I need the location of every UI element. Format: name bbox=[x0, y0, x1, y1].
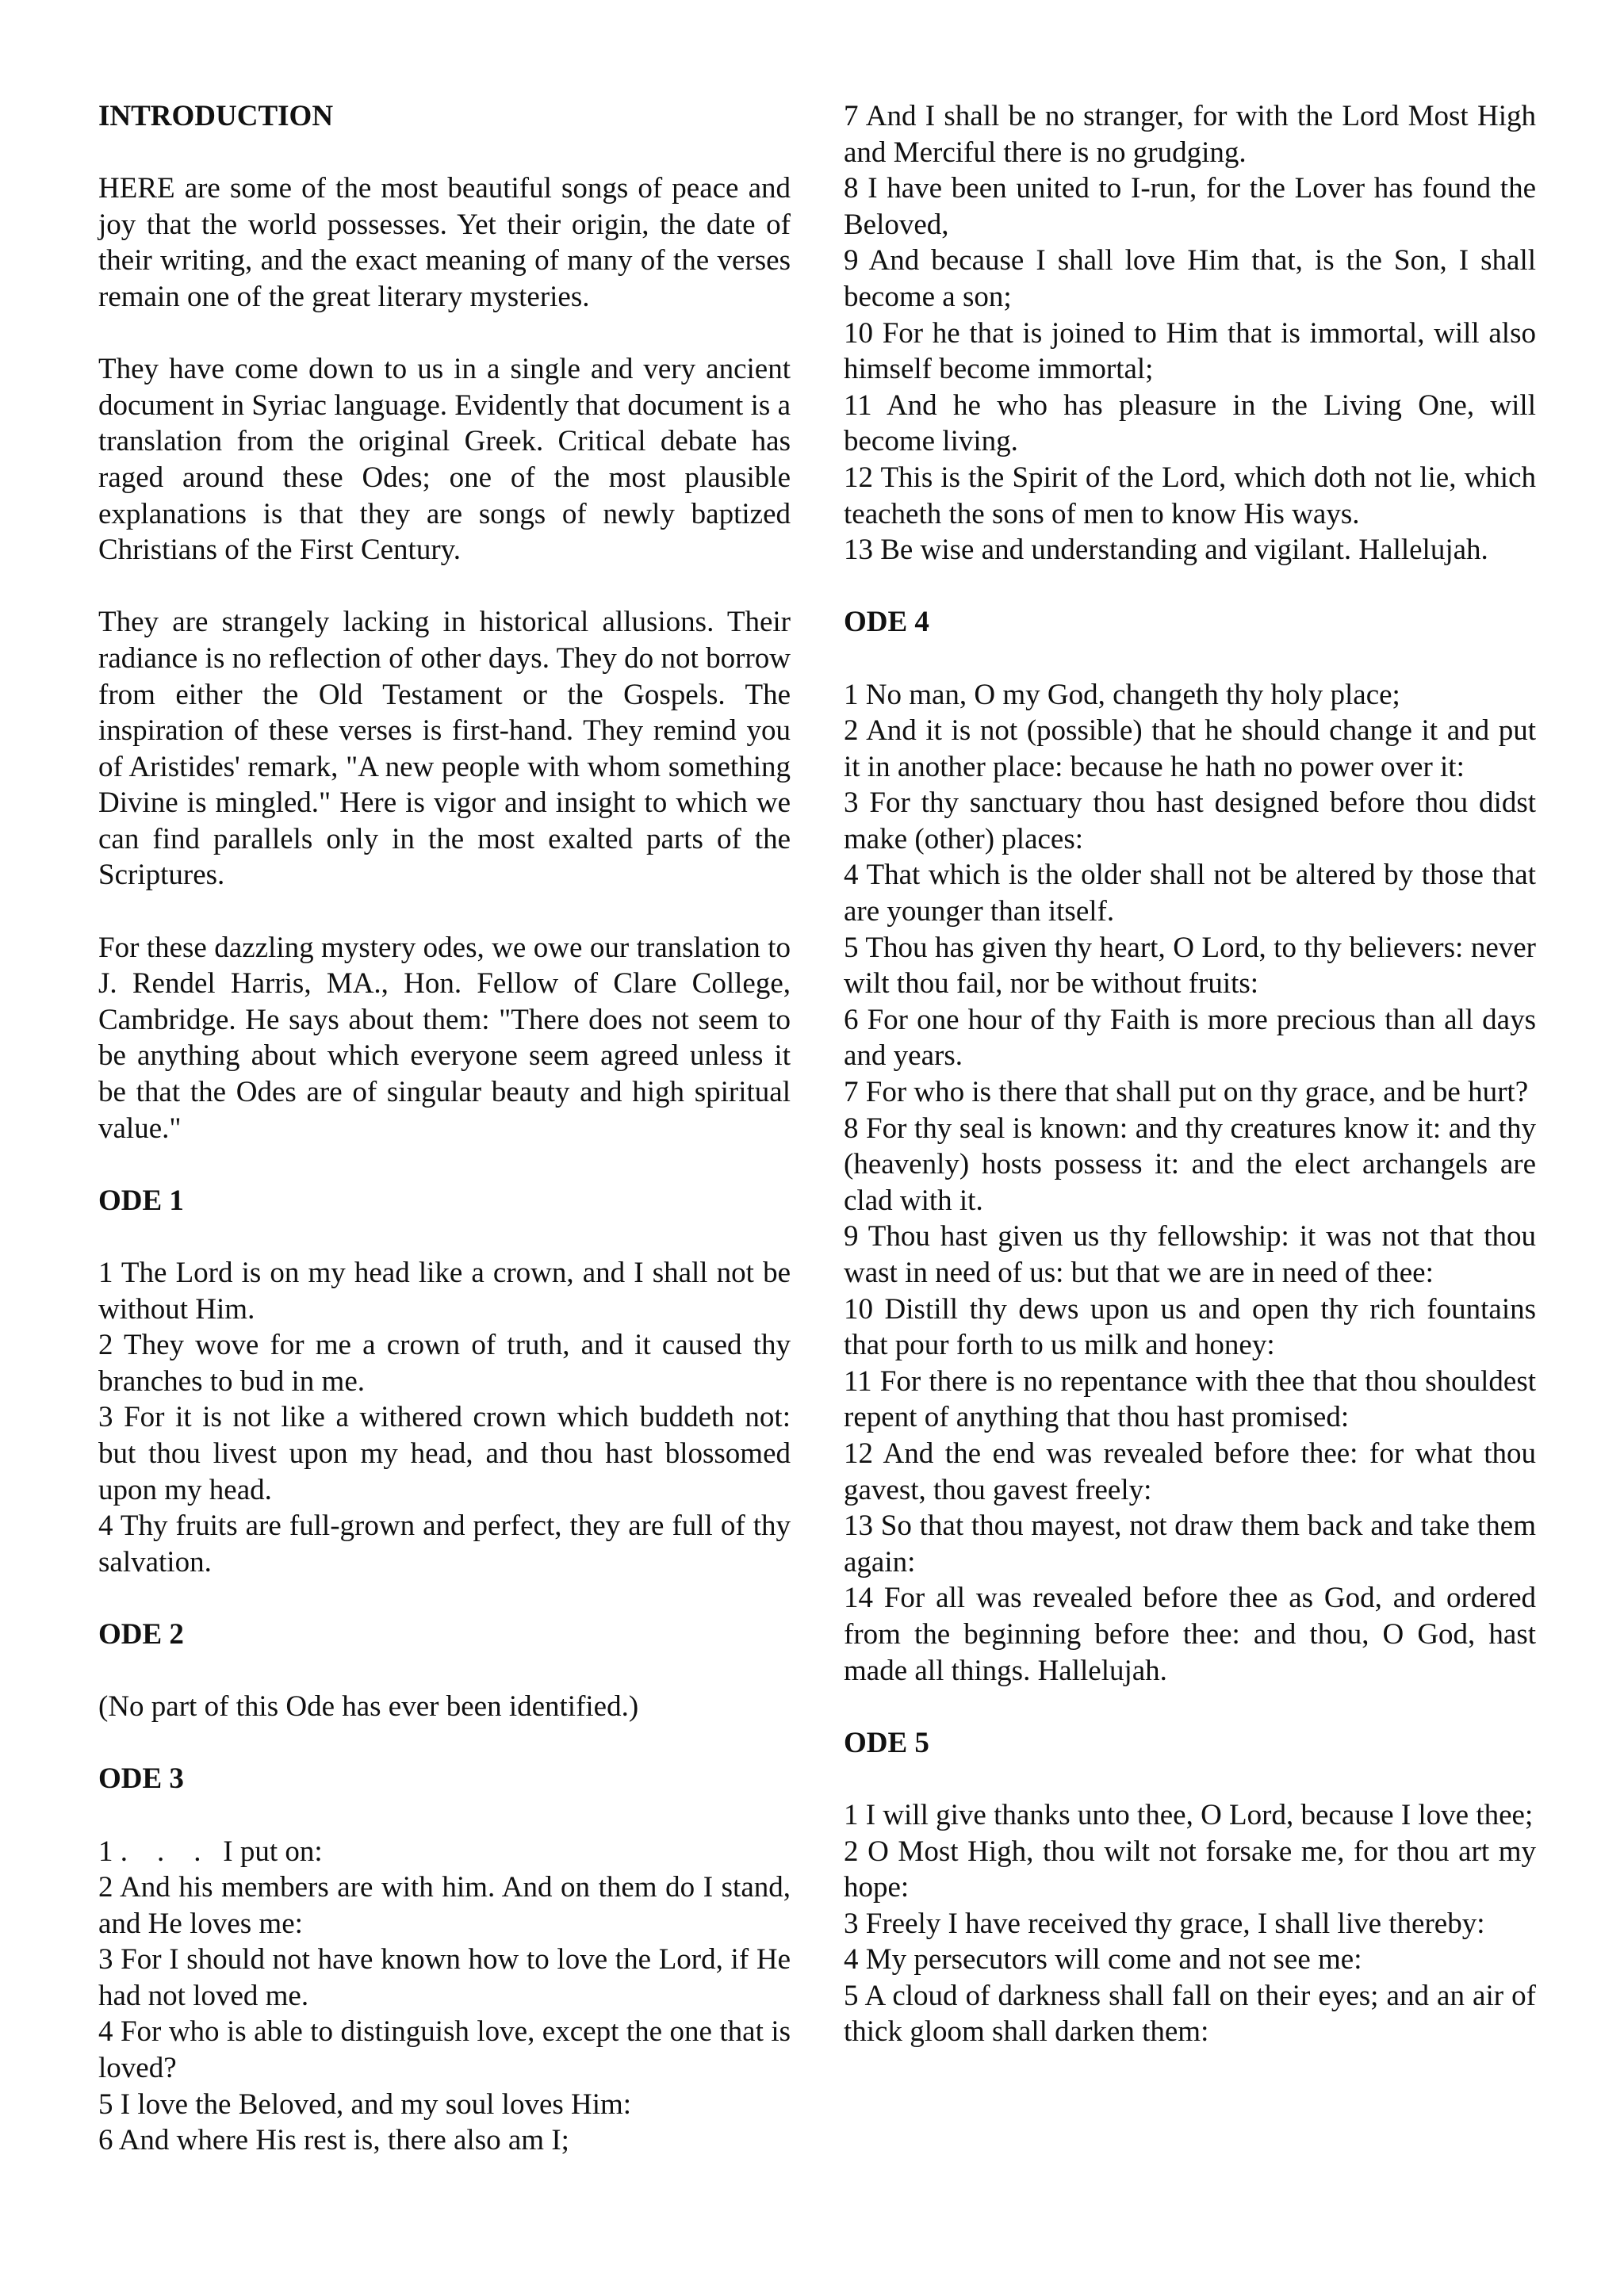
ode-4-verse: 2 And it is not (possible) that he should change it and put it in another place: because he hath no power over it: bbox=[844, 714, 1536, 783]
ode-4-verse: 8 For thy seal is known: and thy creatures know it: and thy (heavenly) hosts possess it: and the elect archangels are clad with it. bbox=[844, 1112, 1536, 1217]
ode-4-verse: 10 Distill thy dews upon us and open thy rich fountains that pour forth to us milk and honey: bbox=[844, 1292, 1536, 1362]
intro-paragraph-1: HERE are some of the most beautiful songs of peace and joy that the world possesses. Yet their origin, the date of their writing, and the exact meaning of many of the verses remain one of the great literary mysteries. bbox=[98, 172, 791, 313]
ode-3-verse: 13 Be wise and understanding and vigilant. Hallelujah. bbox=[844, 534, 1488, 567]
ode-5-verse: 5 A cloud of darkness shall fall on their eyes; and an air of thick gloom shall darken them: bbox=[844, 1979, 1536, 2049]
ode-1-verse: 2 They wove for me a crown of truth, and it caused thy branches to bud in me. bbox=[98, 1329, 791, 1398]
ode-1-verse: 4 Thy fruits are full-grown and perfect, they are full of thy salvation. bbox=[98, 1510, 791, 1578]
ode-4-verse: 6 For one hour of thy Faith is more precious than all days and years. bbox=[844, 1003, 1536, 1073]
ode-3-verse: 2 And his members are with him. And on them do I stand, and He loves me: bbox=[98, 1871, 791, 1940]
ode-5-verse: 4 My persecutors will come and not see me: bbox=[844, 1943, 1362, 1976]
ode-3-verse: 10 For he that is joined to Him that is immortal, will also himself become immortal; bbox=[844, 316, 1536, 386]
ode-4-verse: 12 And the end was revealed before thee: for what thou gavest, thou gavest freely: bbox=[844, 1437, 1536, 1506]
ode-3-verse: 5 I love the Beloved, and my soul loves Him: bbox=[98, 2087, 632, 2121]
ode-1-heading: ODE 1 bbox=[98, 1184, 184, 1217]
ode-3-verse: 1 . . . I put on: bbox=[98, 1835, 323, 1868]
left-column bbox=[98, 98, 791, 2159]
ode-3-verse: 3 For I should not have known how to love the Lord, if He had not loved me. bbox=[98, 1943, 791, 2012]
ode-2-note: (No part of this Ode has ever been identified.) bbox=[98, 1690, 639, 1724]
ode-4-verse: 4 That which is the older shall not be altered by those that are younger than itself. bbox=[844, 859, 1536, 928]
ode-3-verse: 8 I have been united to I-run, for the Lover has found the Beloved, bbox=[844, 172, 1536, 241]
ode-4-verse: 11 For there is no repentance with thee that thou shouldest repent of anything that thou hast promised: bbox=[844, 1364, 1536, 1434]
ode-4-verse: 14 For all was revealed before thee as God, and ordered from the beginning before thee: and thou, O God, hast made all things. Hallelujah. bbox=[844, 1582, 1536, 1687]
introduction-heading: INTRODUCTION bbox=[98, 100, 334, 132]
ode-5-verse: 3 Freely I have received thy grace, I shall live thereby: bbox=[844, 1907, 1485, 1940]
ode-3-verse: 11 And he who has pleasure in the Living One, will become living. bbox=[844, 388, 1536, 458]
ode-3-verse: 6 And where His rest is, there also am I; bbox=[98, 2124, 569, 2157]
ode-5-heading: ODE 5 bbox=[844, 1726, 929, 1759]
ode-2-heading: ODE 2 bbox=[98, 1617, 184, 1651]
ode-4-verse: 7 For who is there that shall put on thy grace, and be hurt? bbox=[844, 1076, 1529, 1109]
ode-1-verse: 1 The Lord is on my head like a crown, and I shall not be without Him. bbox=[98, 1257, 791, 1326]
ode-4-verse: 3 For thy sanctuary thou hast designed before thou didst make (other) places: bbox=[844, 786, 1536, 855]
ode-3-heading: ODE 3 bbox=[98, 1762, 184, 1796]
ode-5-verse: 1 I will give thanks unto thee, O Lord, because I love thee; bbox=[844, 1798, 1534, 1831]
ode-4-verse: 13 So that thou mayest, not draw them back and take them again: bbox=[844, 1510, 1536, 1578]
ode-4-heading: ODE 4 bbox=[844, 606, 929, 639]
ode-1-verse: 3 For it is not like a withered crown which buddeth not: but thou livest upon my head, and thou hast blossomed upon my head. bbox=[98, 1401, 791, 1506]
ode-4-verse: 9 Thou hast given us thy fellowship: it was not that thou wast in need of us: but that we are in need of thee: bbox=[844, 1220, 1536, 1289]
right-column bbox=[844, 98, 1536, 2050]
ode-3-verse: 4 For who is able to distinguish love, except the one that is loved? bbox=[98, 2015, 791, 2085]
intro-paragraph-2: They have come down to us in a single and very ancient document in Syriac language. Evidently that document is a translation from the original Greek. Critical debate has raged around these Odes; one of the most plausible explanations is that they are songs of newly baptized Christians of the First Century. bbox=[98, 353, 791, 567]
ode-4-verse: 5 Thou has given thy heart, O Lord, to thy believers: never wilt thou fail, nor be without fruits: bbox=[844, 931, 1536, 1001]
ode-3-verse: 7 And I shall be no stranger, for with the Lord Most High and Merciful there is no grudging. bbox=[844, 100, 1536, 169]
intro-paragraph-4: For these dazzling mystery odes, we owe our translation to J. Rendel Harris, MA., Hon. Fellow of Clare College, Cambridge. He says about them: "There does not seem to be anything about which everyone seem agreed unless it be that the Odes are of singular beauty and high spiritual value." bbox=[98, 931, 791, 1145]
ode-4-verse: 1 No man, O my God, changeth thy holy place; bbox=[844, 678, 1400, 711]
ode-3-verse: 9 And because I shall love Him that, is the Son, I shall become a son; bbox=[844, 244, 1536, 313]
ode-3-verse: 12 This is the Spirit of the Lord, which doth not lie, which teacheth the sons of men to know His ways. bbox=[844, 461, 1536, 530]
intro-paragraph-3: They are strangely lacking in historical allusions. Their radiance is no reflection of other days. They do not borrow from either the Old Testament or the Gospels. The inspiration of these verses is first-hand. They remind you of Aristides' remark, "A new people with whom something Divine is mingled." Here is vigor and insight to which we can find parallels only in the most exalted parts of the Scriptures. bbox=[98, 606, 791, 892]
ode-5-verse: 2 O Most High, thou wilt not forsake me, for thou art my hope: bbox=[844, 1835, 1536, 1904]
